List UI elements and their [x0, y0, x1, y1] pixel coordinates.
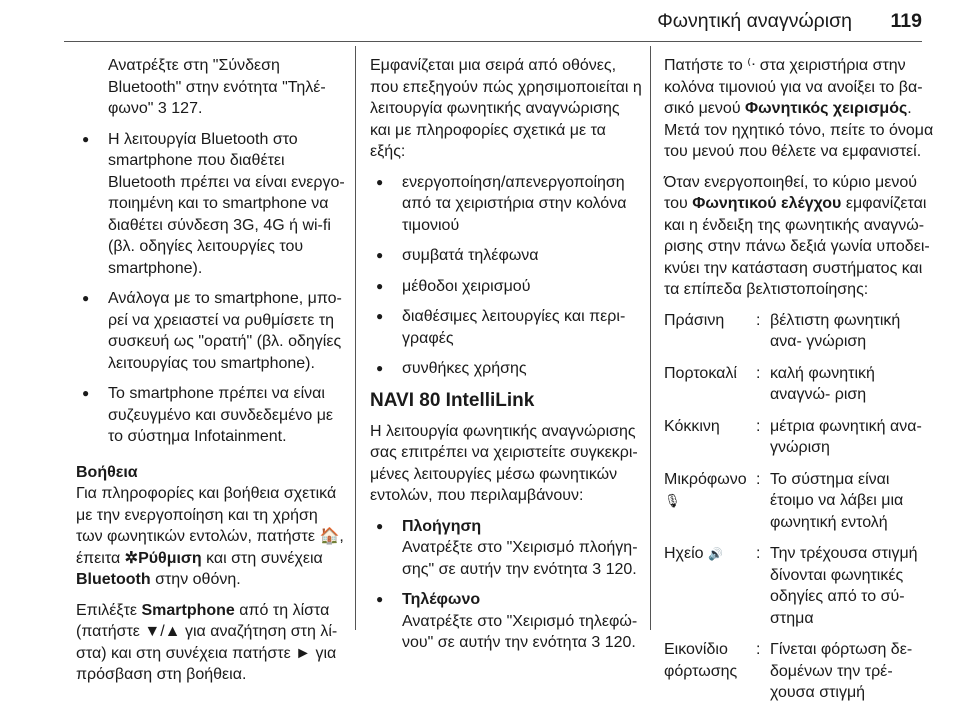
home-icon: 🏠 [319, 528, 340, 545]
legend-term: Πράσινη [664, 311, 725, 329]
bullet-item: ● Ανάλογα με το smartphone, μπο- ρεί να χρειαστεί να ρυθμίσετε τη συσκευή ως "ορατή" (βλ. οδηγίες λειτουργίας του smartphone). [76, 288, 348, 374]
legend-desc: Την τρέχουσα στιγμή δίνονται φωνητικές οδηγίες από το σύ- στημα [770, 545, 918, 627]
legend-separator: : [756, 311, 761, 329]
legend-desc: Το σύστημα είναι έτοιμο να λάβει μια φωνητική εντολή [770, 470, 904, 531]
microphone-icon: 🎙 [664, 493, 681, 508]
legend-term: Πορτοκαλί [664, 364, 737, 382]
status-legend [664, 310, 936, 714]
legend-separator: : [756, 545, 761, 562]
section-heading: NAVI 80 IntelliLink [370, 389, 535, 411]
gear-icon: ✲ [124, 549, 139, 567]
page-ref-icon: 3 [157, 100, 167, 117]
bullet-item-phone: ● Τηλέφωνο Ανατρέξτε στο "Χειρισμό τηλεφώ- νου" σε αυτήν την ενότητα 3 120. [370, 589, 642, 654]
column-divider [355, 46, 356, 630]
legend-desc: Γίνεται φόρτωση δε- δομένων την τρέ- χουσα στιγμή [770, 641, 913, 701]
legend-desc: βέλτιστη φωνητική ανα- γνώριση [770, 311, 901, 350]
heading-paragraph: Η λειτουργία φωνητικής αναγνώρισης σας επιτρέπει να χειριστείτε συγκεκρι- μένες λειτουργίες μέσω φωνητικών εντολών, που περιλαμβάνουν: [370, 422, 638, 504]
bullet-item: ● συμβατά τηλέφωνα [370, 245, 642, 267]
bullet-item: ● ενεργοποίηση/απενεργοποίηση από τα χειριστήρια στην κολόνα τιμονιού [370, 172, 642, 237]
page-ref-icon: 3 [592, 560, 602, 578]
legend-separator: : [756, 641, 761, 658]
paragraph: Ανατρέξτε στη "Σύνδεση Bluetooth" στην ενότητα "Τηλέ- φωνο" 3 127. [108, 57, 326, 117]
legend-term: Μικρόφωνο 🎙 [664, 470, 747, 508]
voice-control-icon: ⁽ᐧ [747, 57, 756, 74]
page-header-title: Φωνητική αναγνώριση [657, 10, 852, 32]
speaker-icon: 🔊 [708, 547, 723, 561]
legend-desc: καλή φωνητική αναγνώ- ριση [770, 364, 875, 403]
bullet-item: ● Το smartphone πρέπει να είναι συζευγμένο και συνδεδεμένο με το σύστημα Infotainment. [76, 383, 348, 448]
column-3 [664, 55, 936, 714]
intro-paragraph: Εμφανίζεται μια σειρά από οθόνες, που επεξηγούν πώς χρησιμοποιείται η λειτουργία φωνητικής αναγνώρισης και με πληροφορίες σχετικά με τα εξής: [370, 57, 642, 160]
section-title-help: Βοήθεια [76, 463, 138, 481]
legend-term: Κόκκινη [664, 417, 720, 435]
paragraph: Πατήστε το ⁽ᐧ στα χειριστήρια στην κολόνα τιμονιού για να ανοίξει το βα- σικό μενού Φωνητικός χειρισμός. Μετά τον ηχητικό τόνο, πείτε το όνομα του μενού που θέλετε να εμφανιστεί. [664, 57, 934, 160]
legend-term: Εικονίδιο φόρτωσης [664, 641, 738, 680]
header-rule [64, 41, 922, 42]
bullet-item-navigation: ● Πλοήγηση Ανατρέξτε στο "Χειρισμό πλοήγη- σης" σε αυτήν την ενότητα 3 120. [370, 516, 642, 581]
legend-desc: μέτρια φωνητική ανα- γνώριση [770, 417, 922, 456]
legend-separator: : [756, 417, 761, 435]
help-paragraph: Για πληροφορίες και βοήθεια σχετικά με την ενεργοποίηση και τη χρήση των φωνητικών εντολών, πατήστε 🏠, έπειτα ✲Ρύθμιση και στη συνέχεια Bluetooth στην οθόνη. [76, 485, 344, 588]
column-1 [76, 55, 348, 695]
page-number: 119 [890, 10, 922, 32]
bullet-item: ● διαθέσιμες λειτουργίες και περι- γραφές [370, 306, 642, 349]
paragraph: Όταν ενεργοποιηθεί, το κύριο μενού του Φωνητικού ελέγχου εμφανίζεται και η ένδειξη της φωνητικής αναγνώ- ρισης στην πάνω δεξιά γωνία υποδει- κνύει την κατάσταση συστήματος και τα επίπεδα βελτιστοποίησης: [664, 173, 930, 298]
column-2 [370, 55, 642, 663]
column-divider [650, 46, 651, 630]
page-ref-icon: 3 [591, 634, 601, 651]
legend-separator: : [756, 364, 761, 382]
legend-term: Ηχείο 🔊 [664, 545, 723, 562]
legend-separator: : [756, 470, 761, 488]
bullet-item: ● μέθοδοι χειρισμού [370, 276, 642, 298]
bullet-item: ● Η λειτουργία Bluetooth στο smartphone που διαθέτει Bluetooth πρέπει να είναι ενεργο- ποιημένη και το smartphone να διαθέτει σύνδεση 3G, 4G ή wi-fi (βλ. οδηγίες λειτουργίες του smartphone). [76, 129, 348, 280]
bullet-item: ● συνθήκες χρήσης [370, 358, 642, 380]
select-paragraph: Επιλέξτε Smartphone από τη λίστα (πατήστε ▼/▲ για αναζήτηση στη λί- στα) και στη συνέχεια πατήστε ► για πρόσβαση στη βοήθεια. [76, 601, 338, 683]
